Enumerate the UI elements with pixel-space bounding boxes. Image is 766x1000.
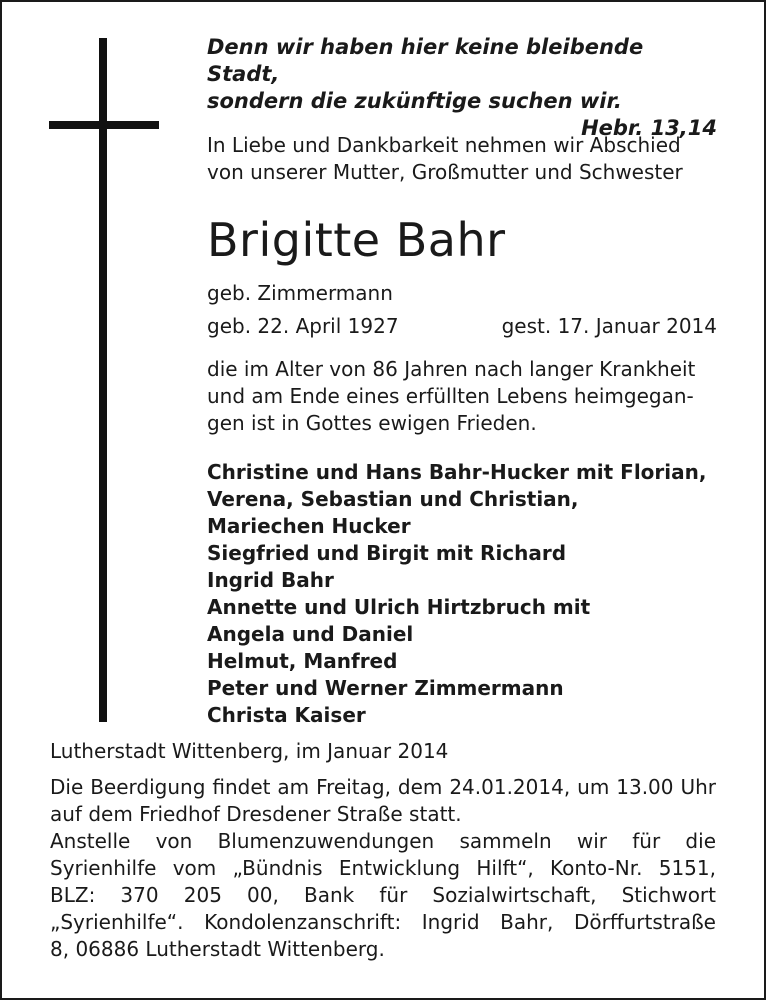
intro-line: von unserer Mutter, Großmutter und Schwester [207,160,683,184]
bible-verse [207,34,717,142]
intro-text [207,132,717,186]
bio-text [207,356,717,437]
donation-line: BLZ: 370 205 00, Bank für Sozialwirtschaft, Stichwort [50,883,716,907]
bio-line: und am Ende eines erfüllten Lebens heimgegan- [207,384,694,408]
mourner-line: Christa Kaiser [207,703,366,727]
mourner-line: Siegfried und Birgit mit Richard [207,541,567,565]
mourner-line: Mariechen Hucker [207,514,411,538]
donation-line: Syrienhilfe vom „Bündnis Entwicklung Hilft“, Konto-Nr. 5151, [50,856,716,880]
donation-line: Anstelle von Blumenzuwendungen sammeln wir für die [50,829,716,853]
donation-line: 8, 06886 Lutherstadt Wittenberg. [50,937,385,961]
place-date: Lutherstadt Wittenberg, im Januar 2014 [50,739,449,763]
life-dates [207,313,717,340]
donation-line: „Syrienhilfe“. Kondolenzanschrift: Ingrid Bahr, Dörffurtstraße [50,910,716,934]
mourner-line: Peter und Werner Zimmermann [207,676,564,700]
mourner-line: Ingrid Bahr [207,568,334,592]
mourners-list [207,459,717,729]
death-date: gest. 17. Januar 2014 [501,314,717,338]
bio-line: gen ist in Gottes ewigen Frieden. [207,411,537,435]
deceased-name: Brigitte Bahr [207,213,506,267]
bio-line: die im Alter von 86 Jahren nach langer Krankheit [207,357,696,381]
mourner-line: Verena, Sebastian und Christian, [207,487,579,511]
cross-horizontal-beam [49,121,159,129]
mourner-line: Angela und Daniel [207,622,414,646]
mourner-line: Helmut, Manfred [207,649,398,673]
intro-line: In Liebe und Dankbarkeit nehmen wir Abschied [207,133,681,157]
mourner-line: Annette und Ulrich Hirtzbruch mit [207,595,591,619]
cross-vertical-beam [99,38,107,722]
birth-name: geb. Zimmermann [207,281,393,305]
funeral-details: Die Beerdigung findet am Freitag, dem 24.01.2014, um 13.00 Uhr auf dem Friedhof Dresdener Straße statt. [50,775,716,826]
verse-line: Denn wir haben hier keine bleibende Stadt, [207,35,644,86]
mourner-line: Christine und Hans Bahr-Hucker mit Florian, [207,460,707,484]
verse-line: sondern die zukünftige suchen wir. [207,89,622,113]
funeral-notice [50,774,716,963]
verse-reference: Hebr. 13,14 [581,116,717,140]
birth-date: geb. 22. April 1927 [207,314,399,338]
